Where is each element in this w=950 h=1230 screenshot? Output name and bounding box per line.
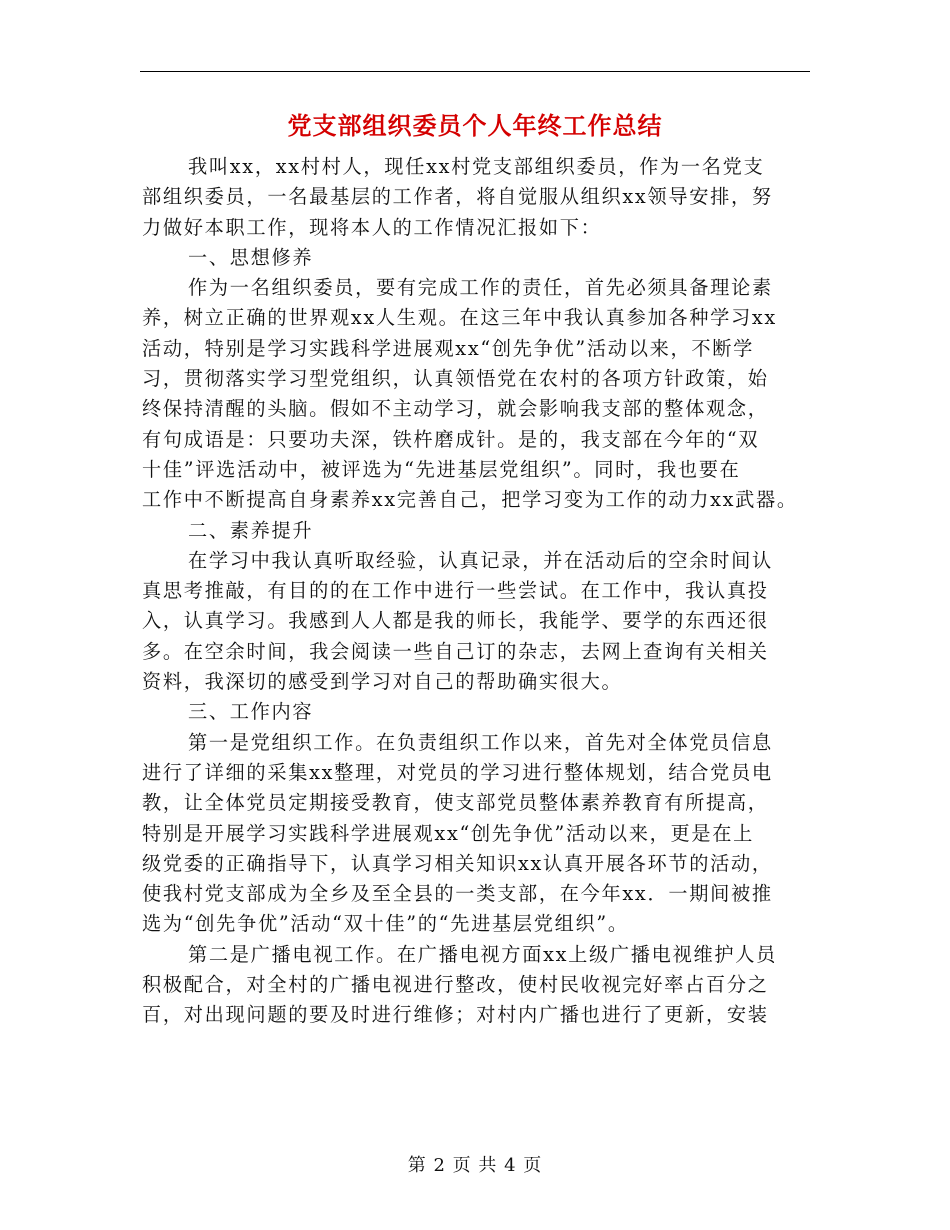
- paragraph: [142, 940, 842, 1031]
- paragraph-line: 有句成语是：只要功夫深，铁杵磨成针。是的，我支部在今年的“双: [142, 427, 760, 451]
- paragraph-line: 养，树立正确的世界观xx人生观。在这三年中我认真参加各种学习xx: [142, 306, 777, 330]
- paragraph-line: 十佳”评选活动中，被评选为“先进基层党组织”。同时，我也要在: [142, 457, 741, 481]
- paragraph-line: 特别是开展学习实践科学进展观xx“创先争优”活动以来，更是在上: [142, 821, 755, 845]
- paragraph-line: 教，让全体党员定期接受教育，使支部党员整体素养教育有所提高，: [142, 791, 769, 815]
- paragraph-line: 积极配合，对全村的广播电视进行整改，使村民收视完好率占百分之: [142, 973, 769, 997]
- paragraph-line: 入，认真学习。我感到人人都是我的师长，我能学、要学的东西还很: [142, 609, 769, 633]
- document-title: 党支部组织委员个人年终工作总结: [287, 112, 663, 140]
- paragraph-line: 百，对出现问题的要及时进行维修；对村内广播也进行了更新，安装: [142, 1003, 769, 1027]
- paragraph-line: 第二是广播电视工作。在广播电视方面xx上级广播电视维护人员: [188, 942, 778, 966]
- paragraph-line: 多。在空余时间，我会阅读一些自己订的杂志，去网上查询有关相关: [142, 639, 769, 663]
- paragraph-line: 选为“创先争优”活动“双十佳”的“先进基层党组织”。: [142, 912, 629, 936]
- paragraph: [142, 728, 842, 940]
- paragraph-line: 进行了详细的采集xx整理，对党员的学习进行整体规划，结合党员电: [142, 760, 773, 784]
- paragraph-line: 资料，我深切的感受到学习对自己的帮助确实很大。: [142, 670, 623, 694]
- paragraph: [142, 546, 842, 697]
- paragraph: [142, 152, 842, 243]
- paragraph-line: 力做好本职工作，现将本人的工作情况汇报如下：: [142, 215, 602, 239]
- section-heading: 一、思想修养: [188, 245, 314, 269]
- page-number: 第 2 页 共 4 页: [407, 1155, 543, 1176]
- paragraph-line: 真思考推敲，有目的的在工作中进行一些尝试。在工作中，我认真投: [142, 579, 769, 603]
- paragraph-line: 第一是党组织工作。在负责组织工作以来，首先对全体党员信息: [188, 730, 773, 754]
- document-body: [142, 152, 842, 1031]
- section-heading: 三、工作内容: [188, 700, 314, 724]
- paragraph-line: 在学习中我认真听取经验，认真记录，并在活动后的空余时间认: [188, 548, 773, 572]
- paragraph-line: 级党委的正确指导下，认真学习相关知识xx认真开展各环节的活动，: [142, 851, 773, 875]
- paragraph-line: 我叫xx，xx村村人，现任xx村党支部组织委员，作为一名党支: [188, 155, 765, 178]
- paragraph-line: 习，贯彻落实学习型党组织，认真领悟党在农村的各项方针政策，始: [142, 367, 769, 391]
- header-rule: [140, 71, 810, 72]
- paragraph: [142, 273, 842, 515]
- paragraph-line: 部组织委员，一名最基层的工作者，将自觉服从组织xx领导安排，努: [142, 185, 773, 209]
- paragraph-line: 作为一名组织委员，要有完成工作的责任，首先必须具备理论素: [188, 276, 773, 300]
- paragraph-line: 工作中不断提高自身素养xx完善自己，把学习变为工作的动力xx武器。: [142, 488, 798, 512]
- paragraph-line: 使我村党支部成为全乡及至全县的一类支部，在今年xx．一期间被推: [142, 882, 773, 906]
- section-heading: 二、素养提升: [188, 518, 314, 542]
- paragraph-line: 终保持清醒的头脑。假如不主动学习，就会影响我支部的整体观念，: [142, 397, 769, 421]
- paragraph-line: 活动，特别是学习实践科学进展观xx“创先争优”活动以来，不断学: [142, 336, 755, 360]
